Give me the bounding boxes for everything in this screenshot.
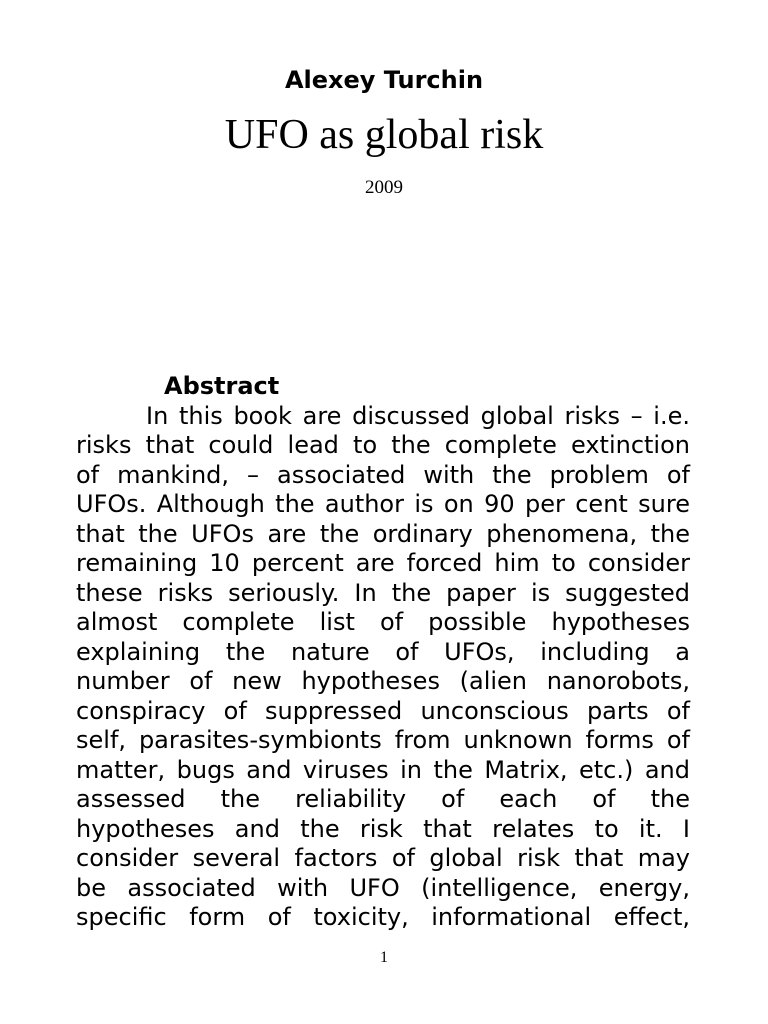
abstract-line: conspiracy of suppressed unconscious parts of <box>76 696 690 725</box>
abstract-line: these risks seriously. In the paper is suggested <box>76 578 690 607</box>
author-name: Alexey Turchin <box>284 66 484 94</box>
publication-year: 2009 <box>365 177 403 198</box>
abstract-line: UFOs. Although the author is on 90 per cent sure <box>76 490 690 518</box>
abstract-line: In this book are discussed global risks – i.e. <box>146 401 690 430</box>
page-number: 1 <box>380 949 388 966</box>
abstract-line: number of new hypotheses (alien nanorobots, <box>76 667 690 695</box>
abstract-heading: Abstract <box>164 372 280 400</box>
abstract-line: matter, bugs and viruses in the Matrix, etc.) and <box>76 755 690 784</box>
abstract-line: hypotheses and the risk that relates to it. I <box>76 814 690 843</box>
abstract-line: almost complete list of possible hypotheses <box>76 608 690 636</box>
abstract-line: explaining the nature of UFOs, including a <box>76 637 690 666</box>
abstract-line: consider several factors of global risk that may <box>76 844 690 872</box>
abstract-line: remaining 10 percent are forced him to consider <box>76 549 690 577</box>
abstract-line: that the UFOs are the ordinary phenomena, the <box>76 519 690 548</box>
document-title: UFO as global risk <box>224 112 544 158</box>
abstract-line: be associated with UFO (intelligence, energy, <box>76 873 690 902</box>
abstract-section <box>76 372 690 933</box>
abstract-line: assessed the reliability of each of the <box>76 785 690 813</box>
abstract-line: specific form of toxicity, informational effect, <box>76 903 690 931</box>
abstract-line: of mankind, – associated with the problem of <box>76 460 690 489</box>
abstract-line: risks that could lead to the complete extinction <box>76 431 690 459</box>
abstract-line: self, parasites-symbionts from unknown forms of <box>76 726 690 754</box>
